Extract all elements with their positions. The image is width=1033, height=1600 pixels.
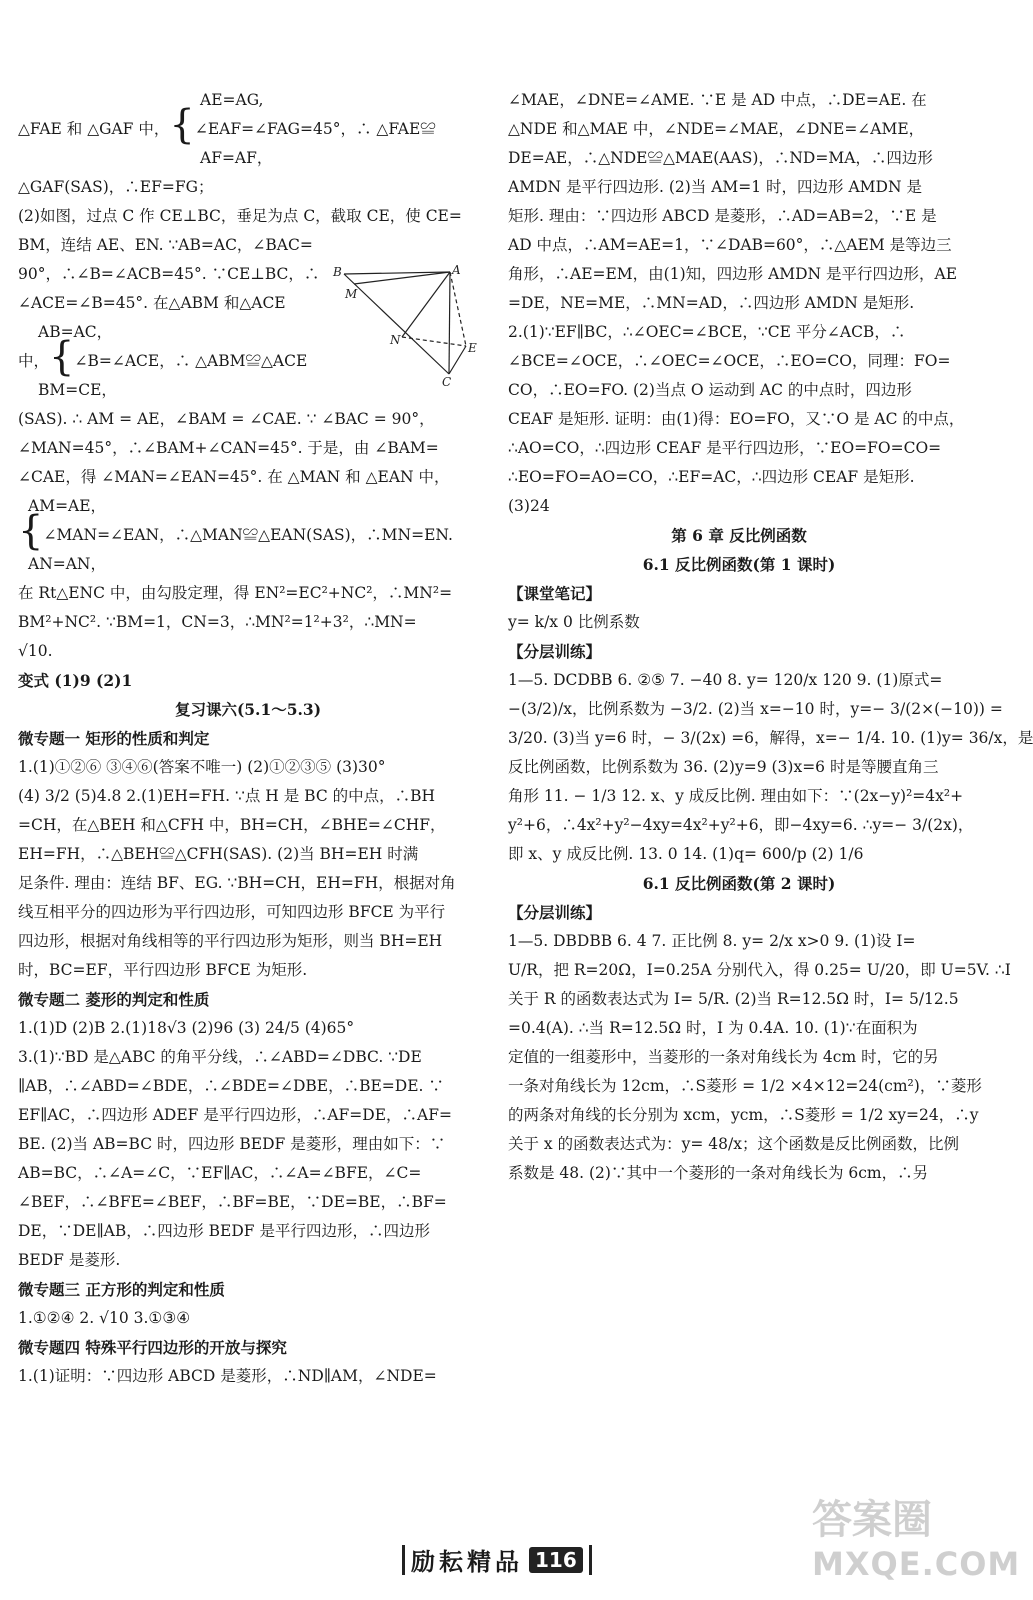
footer-divider	[589, 1545, 592, 1575]
text-line: ∴EO=FO=AO=CO，∴EF=AC，∴四边形 CEAF 是矩形.	[508, 468, 915, 486]
text-line: ∥AB，∴∠ABD=∠BDE，∴∠BDE=∠DBE，∴BE=DE. ∵	[18, 1077, 444, 1095]
text-line: y²+6，∴4x²+y²−4xy=4x²+y²+6，即−4xy=6. ∴y=− 3/(2x)，	[508, 816, 974, 834]
text-line: BEDF 是菱形.	[18, 1251, 121, 1269]
text-line: =0.4(A). ∴当 R=12.5Ω 时，I 为 0.4A. 10. (1)∵在面积为	[508, 1019, 918, 1037]
geometry-figure	[332, 262, 482, 387]
lesson-title: 6.1 反比例函数(第 2 课时)	[642, 874, 836, 893]
text-line: 足条件. 理由：连结 BF、EG. ∵BH=CH，EH=FH，根据对角	[18, 874, 456, 892]
section-tag: 【分层训练】	[508, 903, 602, 922]
label-a: A	[452, 263, 461, 277]
label-e: E	[468, 341, 477, 355]
segment-ne	[402, 337, 466, 346]
text-line: √10.	[18, 642, 53, 660]
text-line: 反比例函数，比例系数为 36. (2)y=9 (3)x=6 时是等腰直角三	[508, 758, 939, 776]
text-line: ∠ACE=∠B=45°. 在△ABM 和△ACE	[18, 294, 286, 312]
label-m: M	[345, 287, 358, 301]
segment-ae	[450, 272, 466, 346]
text-line: AB=BC，∴∠A=∠C，∵EF∥AC，∴∠A=∠BFE，∠C=	[18, 1164, 422, 1182]
footer-brand	[402, 1542, 592, 1577]
label-c: C	[442, 375, 452, 389]
text-line: 关于 x 的函数表达式为：y= 48/x；这个函数是反比例函数，比例	[508, 1135, 959, 1153]
text-line: 3/20. (3)当 y=6 时，− 3/(2x) =6，解得，x=− 1/4. 10. (1)y= 36/x，是	[508, 729, 1033, 747]
text-line: −(3/2)/x，比例系数为 −3/2. (2)当 x=−10 时，y=− 3/(2×(−10)) =	[508, 700, 1003, 718]
topic-heading: 微专题二 菱形的判定和性质	[18, 990, 210, 1009]
text-line: 角形 11. − 1/3 12. x、y 成反比例. 理由如下：∵(2x−y)²=4x²+	[508, 787, 964, 805]
text-line: (2)如图，过点 C 作 CE⊥BC，垂足为点 C，截取 CE，使 CE=	[18, 207, 462, 225]
text-line: 系数是 48. (2)∵其中一个菱形的一条对角线长为 6cm，∴另	[508, 1164, 929, 1182]
text-line: BE. (2)当 AB=BC 时，四边形 BEDF 是菱形，理由如下：∵	[18, 1135, 446, 1153]
text-line	[18, 102, 478, 148]
text-line: 角形，∴AE=EM，由(1)知，四边形 AMDN 是平行四边形，AE	[508, 265, 958, 283]
text-line: (3)24	[508, 497, 550, 515]
text-span: 中，	[18, 352, 50, 370]
text-line: 四边形，根据对角线相等的平行四边形为矩形，则当 BH=EH	[18, 932, 443, 950]
watermark-url: MXQE.COM	[812, 1545, 1021, 1583]
text-line: △GAF(SAS)，∴EF=FG；	[18, 178, 214, 196]
section-tag: 【课堂笔记】	[508, 584, 602, 603]
topic-heading: 微专题四 特殊平行四边形的开放与探究	[18, 1338, 287, 1357]
section-title: 复习课六(5.1～5.3)	[174, 700, 322, 719]
text-span: △FAE 和 △GAF 中，	[18, 120, 170, 138]
segment-ac	[449, 272, 450, 374]
text-line: DE，∵DE∥AB，∴四边形 BEDF 是平行四边形，∴四边形	[18, 1222, 430, 1240]
text-line: BM²+NC². ∵BM=1，CN=3，∴MN²=1²+3²，∴MN=	[18, 613, 417, 631]
text-line: (SAS). ∴ AM = AE，∠BAM = ∠CAE. ∵ ∠BAC = 90°，	[18, 410, 435, 428]
right-column	[508, 86, 1033, 1188]
text-line: AN=AN，	[28, 555, 106, 573]
text-span: ∠EAF=∠FAG=45°，∴ △FAE≌	[194, 120, 436, 138]
text-line: 在 Rt△ENC 中，由勾股定理，得 EN²=EC²+NC²，∴MN²=	[18, 584, 453, 602]
text-line: 1—5. DCDBB 6. ②⑤ 7. −40 8. y= 120/x 120 9. (1)原式=	[508, 671, 943, 689]
text-line: 3.(1)∵BD 是△ABC 的角平分线，∴∠ABD=∠DBC. ∵DE	[18, 1048, 422, 1066]
text-line: 90°，∴∠B=∠ACB=45°. ∵CE⊥BC，∴	[18, 265, 320, 283]
segment-ce	[449, 346, 466, 374]
text-line: U/R，把 R=20Ω，I=0.25A 分别代入，得 0.25= U/20，即 U=5V. ∴I	[508, 961, 1011, 979]
text-line: 1.(1)证明：∵四边形 ABCD 是菱形，∴ND∥AM，∠NDE=	[18, 1367, 437, 1385]
section-tag: 【分层训练】	[508, 642, 602, 661]
text-line: =DE，NE=ME，∴MN=AD，∴四边形 AMDN 是矩形.	[508, 294, 915, 312]
footer-title: 励耘精品	[411, 1548, 523, 1576]
brace-symbol: {	[49, 334, 75, 380]
text-line: ∠BEF，∴∠BFE=∠BEF，∴BF=BE，∵DE=BE，∴BF=	[18, 1193, 447, 1211]
text-line: AE=AG,	[200, 91, 264, 109]
text-line: 时，BC=EF，平行四边形 BFCE 为矩形.	[18, 961, 308, 979]
page-number: 116	[529, 1547, 583, 1573]
watermark-logo	[812, 1488, 1021, 1588]
text-line: 即 x、y 成反比例. 13. 0 14. (1)q= 600/p (2) 1/6	[508, 845, 864, 863]
text-line: 2.(1)∵EF∥BC，∴∠OEC=∠BCE，∵CE 平分∠ACB，∴	[508, 323, 906, 341]
text-line: 一条对角线长为 12cm，∴S菱形 = 1/2 ×4×12=24(cm²)，∵菱形	[508, 1077, 982, 1095]
text-line: CO，∴EO=FO. (2)当点 O 运动到 AC 的中点时，四边形	[508, 381, 912, 399]
text-line: 1.①②④ 2. √10 3.①③④	[18, 1309, 191, 1327]
chapter-title: 第 6 章 反比例函数	[671, 526, 807, 545]
text-line: (4) 3/2 (5)4.8 2.(1)EH=FH. ∵点 H 是 BC 的中点，∴BH	[18, 787, 436, 805]
text-line: BM，连结 AE、EN. ∵AB=AC，∠BAC=	[18, 236, 313, 254]
text-line: =CH，在△BEH 和△CFH 中，BH=CH，∠BHE=∠CHF，	[18, 816, 446, 834]
topic-heading: 微专题一 矩形的性质和判定	[18, 729, 210, 748]
text-line: CEAF 是矩形. 证明：由(1)得：EO=FO，又∵O 是 AC 的中点，	[508, 410, 965, 428]
text-line: AMDN 是平行四边形. (2)当 AM=1 时，四边形 AMDN 是	[508, 178, 922, 196]
text-line: ∠BCE=∠OCE，∴∠OEC=∠OCE，∴EO=CO，同理：FO=	[508, 352, 951, 370]
text-line: 定值的一组菱形中，当菱形的一条对角线长为 4cm 时，它的另	[508, 1048, 939, 1066]
text-span: ∠B=∠ACE，∴ △ABM≌△ACE	[74, 352, 308, 370]
text-line: EF∥AC，∴四边形 ADEF 是平行四边形，∴AF=DE，∴AF=	[18, 1106, 452, 1124]
text-line: 1.(1)①②⑥ ③④⑥(答案不唯一) (2)①②③⑤ (3)30°	[18, 758, 386, 776]
label-n: N	[390, 333, 401, 347]
text-line: AM=AE，	[28, 497, 107, 515]
text-line: 关于 R 的函数表达式为 I= 5/R. (2)当 R=12.5Ω 时，I= 5/12.5	[508, 990, 959, 1008]
text-line: 矩形. 理由：∵四边形 ABCD 是菱形，∴AD=AB=2，∵E 是	[508, 207, 937, 225]
text-line: AF=AF，	[200, 149, 273, 167]
text-line: DE=AE，∴△NDE≌△MAE(AAS)，∴ND=MA，∴四边形	[508, 149, 933, 167]
segment-bc	[344, 274, 449, 374]
text-line: 线互相平分的四边形为平行四边形，可知四边形 BFCE 为平行	[18, 903, 446, 921]
brace-symbol: {	[18, 508, 44, 554]
segment-na	[402, 272, 450, 337]
text-line: AB=AC，	[38, 323, 113, 341]
text-line: △NDE 和△MAE 中，∠NDE=∠MAE，∠DNE=∠AME，	[508, 120, 925, 138]
text-line: ∠MAE，∠DNE=∠AME. ∵E 是 AD 中点，∴DE=AE. 在	[508, 91, 927, 109]
footer-divider	[402, 1545, 405, 1575]
text-line: EH=FH，∴△BEH≌△CFH(SAS). (2)当 BH=EH 时满	[18, 845, 419, 863]
brace-symbol: {	[169, 102, 195, 148]
topic-heading: 微专题三 正方形的判定和性质	[18, 1280, 225, 1299]
text-line: y= k/x 0 比例系数	[508, 613, 640, 631]
text-line: 的两条对角线的长分别为 xcm，ycm，∴S菱形 = 1/2 xy=24，∴y	[508, 1106, 979, 1124]
lesson-title: 6.1 反比例函数(第 1 课时)	[642, 555, 836, 574]
text-line: ∠MAN=45°，∴∠BAM+∠CAN=45°. 于是，由 ∠BAM=	[18, 439, 439, 457]
text-span: ∠MAN=∠EAN，∴△MAN≌△EAN(SAS)，∴MN=EN.	[43, 526, 453, 544]
text-line: ∠CAE，得 ∠MAN=∠EAN=45°. 在 △MAN 和 △EAN 中，	[18, 468, 450, 486]
text-line: 变式 (1)9 (2)1	[18, 671, 133, 690]
label-b: B	[333, 265, 342, 279]
text-line: BM=CE，	[38, 381, 117, 399]
text-line: AD 中点，∴AM=AE=1，∵∠DAB=60°，∴△AEM 是等边三	[508, 236, 952, 254]
text-line	[18, 508, 478, 554]
text-line: ∴AO=CO，∴四边形 CEAF 是平行四边形，∵EO=FO=CO=	[508, 439, 942, 457]
text-line: 1.(1)D (2)B 2.(1)18√3 (2)96 (3) 24/5 (4)65°	[18, 1019, 355, 1037]
watermark-text: 答案圈	[812, 1497, 932, 1543]
text-line: 1—5. DBDBB 6. 4 7. 正比例 8. y= 2/x x>0 9. (1)设 I=	[508, 932, 916, 950]
